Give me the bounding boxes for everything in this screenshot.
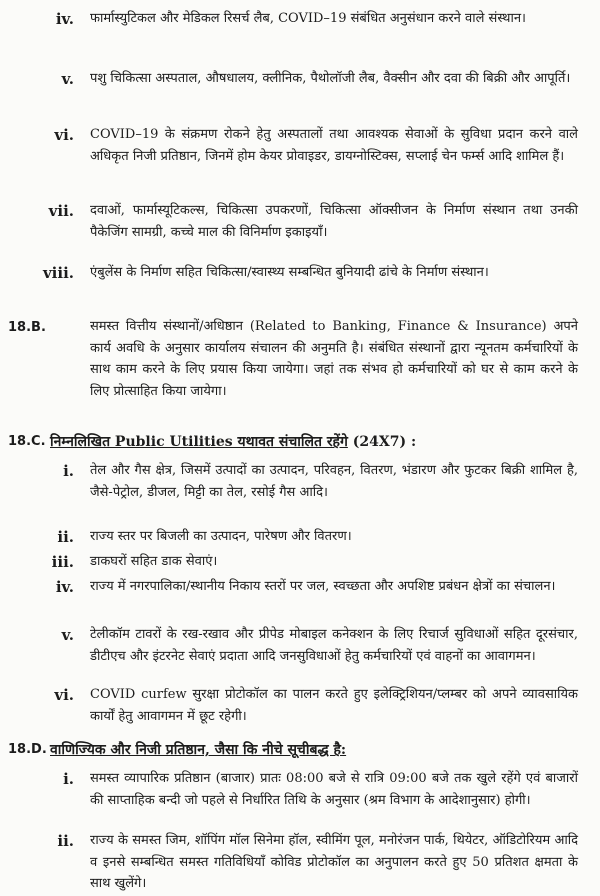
item-number: v. [61,70,74,88]
item-text: COVID–19 के संक्रमण रोकने हेतु अस्पतालों तथा आवश्यक सेवाओं के सुविधा प्रदान करने वाले अधिकृत निजी प्रतिष्ठान, जिनमें होम केयर प्रोवाइडर, डायग्नोस्टिक्स, सप्लाई चेन फर्म्स आदि शामिल हैं। [90,127,578,164]
section-number: 18.D. [8,742,47,757]
item-number: iii. [51,553,74,571]
item-number: iv. [55,578,74,596]
item-text: टेलीकॉम टावरों के रख-रखाव और प्रीपेड मोबाइल कनेक्शन के लिए रिचार्ज सुविधाओं सहित दूरसंचार, डीटीएच और इंटरनेट सेवाएं प्रदाता आदि जनसुविधाओं हेतु कर्मचारियों एवं वाहनों का आवागमन। [90,627,578,664]
heading-underlined: निम्नलिखित Public Utilities यथावत संचालित रहेंगे [50,434,348,450]
item-text: एंबुलेंस के निर्माण सहित चिकित्सा/स्वास्थ्य सम्बन्धित बुनियादी ढांचे के निर्माण संस्थान। [90,265,489,280]
item-number: i. [63,770,74,788]
item-number: ii. [57,528,74,546]
item-text: दवाओं, फार्मास्यूटिकल्स, चिकित्सा उपकरणों, चिकित्सा ऑक्सीजन के निर्माण संस्थान तथा उनकी पैकेजिंग सामग्री, कच्चे माल की विनिर्माण इकाइयाँ। [90,203,578,240]
item-text: पशु चिकित्सा अस्पताल, औषधालय, क्लीनिक, पैथोलॉजी लैब, वैक्सीन और दवा की बिक्री और आपूर्ति। [90,71,571,86]
item-text: COVID curfew सुरक्षा प्रोटोकॉल का पालन करते हुए इलेक्ट्रिशियन/प्लम्बर को अपने व्यावसायिक कार्यों हेतु आवागमन में छूट रहेगी। [90,687,578,724]
item-number: viii. [42,264,74,282]
section-number: 18.C. [8,434,46,449]
heading-tail: (24X7) : [347,434,417,450]
item-text: राज्य में नगरपालिका/स्थानीय निकाय स्तरों पर जल, स्वच्छता और अपशिष्ट प्रबंधन क्षेत्रों का संचालन। [90,579,556,594]
item-text: फार्मास्युटिकल और मेडिकल रिसर्च लैब, COVID–19 संबंधित अनुसंधान करने वाले संस्थान। [90,11,526,26]
item-number: vi. [54,126,74,144]
item-number: ii. [57,832,74,850]
item-number: i. [63,462,74,480]
heading-underlined: वाणिज्यिक और निजी प्रतिष्ठान, जैसा कि नीचे सूचीबद्ध है: [50,742,347,758]
item-text: तेल और गैस क्षेत्र, जिसमें उत्पादों का उत्पादन, परिवहन, वितरण, भंडारण और फुटकर बिक्री शामिल है, जैसे-पेट्रोल, डीजल, मिट्टी का तेल, रसोई गैस आदि। [90,463,578,500]
item-number: vii. [48,202,74,220]
item-text: राज्य के समस्त जिम, शॉपिंग मॉल सिनेमा हॉल, स्वीमिंग पूल, मनोरंजन पार्क, थियेटर, ऑडिटोरियम आदि व इनसे सम्बन्धित समस्त गतिविधियाँ कोविड प्रोटोकॉल का अनुपालन करते हुए 50 प्रतिशत क्षमता के साथ खुलेंगे। [90,833,578,891]
section-heading [50,432,416,451]
section-text: समस्त वित्तीय संस्थानों/अधिष्ठान (Related to Banking, Finance & Insurance) अपने कार्य अवधि के अनुसार कार्यालय संचालन की अनुमति है। संबंधित संस्थानों द्वारा न्यूनतम कर्मचारियों के साथ काम करने के लिए प्रयास किया जायेगा। जहां तक संभव हो कर्मचारियों को घर से काम करने के लिए प्रोत्साहित किया जायेगा। [90,319,578,399]
section-heading [50,740,346,759]
item-number: v. [61,626,74,644]
item-number: iv. [55,10,74,28]
item-text: राज्य स्तर पर बिजली का उत्पादन, पारेषण और वितरण। [90,529,352,544]
section-number: 18.B. [8,320,46,335]
item-number: vi. [54,686,74,704]
item-text: डाकघरों सहित डाक सेवाएं। [90,554,218,569]
item-text: समस्त व्यापारिक प्रतिष्ठान (बाजार) प्रातः 08:00 बजे से रात्रि 09:00 बजे तक खुले रहेंगे एवं बाजारों की साप्ताहिक बन्दी जो पहले से निर्धारित तिथि के अनुसार (श्रम विभाग के आदेशानुसार) होगी। [90,771,578,808]
